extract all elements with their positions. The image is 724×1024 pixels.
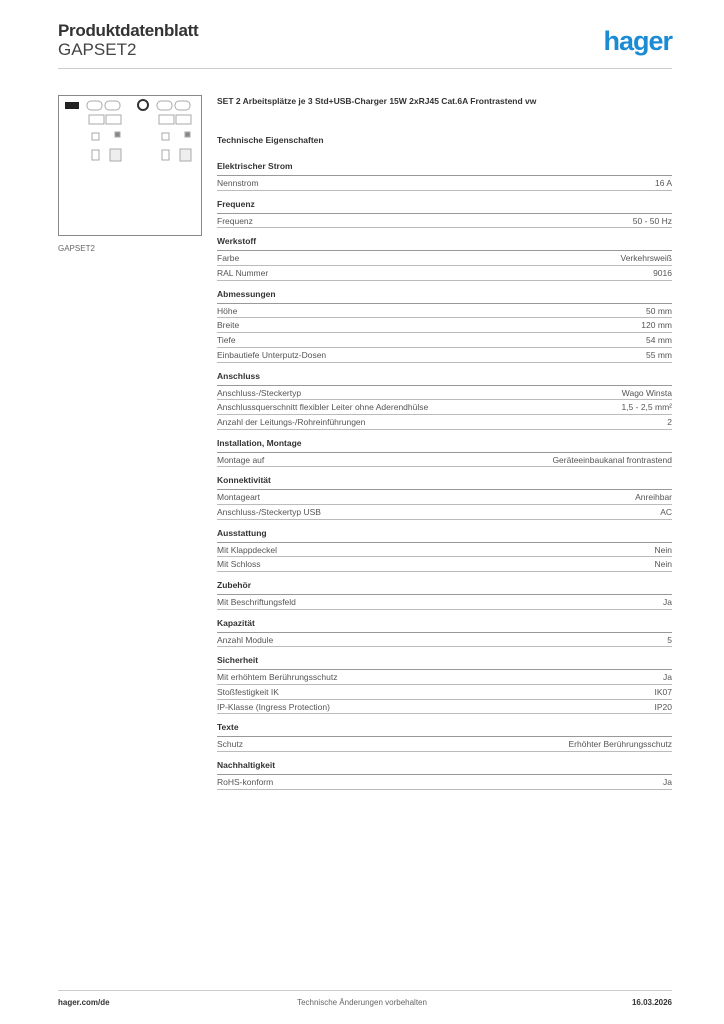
spec-row bbox=[217, 251, 672, 266]
spec-section bbox=[217, 371, 672, 430]
spec-label: Mit erhöhtem Berührungsschutz bbox=[217, 672, 338, 683]
section-heading: Werkstoff bbox=[217, 236, 672, 251]
section-heading: Zubehör bbox=[217, 580, 672, 595]
spec-row bbox=[217, 685, 672, 700]
spec-label: Breite bbox=[217, 320, 240, 331]
spec-row bbox=[217, 543, 672, 558]
spec-value: 5 bbox=[667, 634, 672, 645]
spec-value: 9016 bbox=[653, 268, 672, 279]
spec-label: Nennstrom bbox=[217, 178, 259, 188]
spec-value: 50 mm bbox=[646, 305, 672, 316]
spec-section bbox=[217, 236, 672, 280]
spec-row bbox=[217, 505, 672, 520]
spec-section bbox=[217, 528, 672, 572]
spec-label: Montage auf bbox=[217, 454, 265, 465]
spec-value: IK07 bbox=[654, 687, 672, 698]
spec-value: 1,5 - 2,5 mm² bbox=[621, 402, 672, 413]
footer-divider bbox=[58, 990, 672, 991]
spec-label: Schutz bbox=[217, 739, 243, 750]
spec-section bbox=[217, 475, 672, 519]
spec-value: Nein bbox=[654, 559, 672, 570]
spec-label: Anschlussquerschnitt flexibler Leiter ohne Aderendhülse bbox=[217, 402, 429, 413]
spec-value: Ja bbox=[663, 672, 672, 683]
section-heading: Kapazität bbox=[217, 618, 672, 633]
section-heading: Sicherheit bbox=[217, 655, 672, 670]
footer-note: Technische Änderungen vorbehalten bbox=[297, 998, 427, 1007]
product-code: GAPSET2 bbox=[58, 40, 137, 59]
spec-section bbox=[217, 199, 672, 229]
spec-section bbox=[217, 722, 672, 752]
spec-label: IP-Klasse (Ingress Protection) bbox=[217, 701, 330, 712]
spec-row bbox=[217, 453, 672, 468]
tech-heading: Technische Eigenschaften bbox=[217, 135, 324, 145]
spec-row bbox=[217, 670, 672, 685]
spec-label: Frequenz bbox=[217, 215, 253, 226]
spec-row bbox=[217, 633, 672, 648]
spec-value: Erhöhter Berührungsschutz bbox=[568, 739, 672, 750]
spec-row bbox=[217, 333, 672, 348]
spec-label: Anschluss-/Steckertyp USB bbox=[217, 506, 321, 517]
product-title: SET 2 Arbeitsplätze je 3 Std+USB-Charger 15W 2xRJ45 Cat.6A Frontrastend vw bbox=[217, 96, 537, 106]
spec-value: 54 mm bbox=[646, 335, 672, 346]
spec-value: AC bbox=[660, 506, 672, 517]
spec-value: 55 mm bbox=[646, 349, 672, 360]
spec-value: Ja bbox=[663, 777, 672, 788]
spec-row bbox=[217, 348, 672, 363]
section-heading: Ausstattung bbox=[217, 528, 672, 543]
spec-label: Mit Schloss bbox=[217, 559, 261, 570]
spec-section bbox=[217, 289, 672, 363]
spec-value: 120 mm bbox=[641, 320, 672, 331]
spec-row bbox=[217, 595, 672, 610]
spec-row bbox=[217, 415, 672, 430]
spec-row bbox=[217, 176, 672, 191]
spec-row bbox=[217, 318, 672, 333]
footer-website[interactable]: hager.com/de bbox=[58, 998, 110, 1007]
spec-label: Höhe bbox=[217, 305, 238, 316]
spec-value: IP20 bbox=[654, 701, 672, 712]
spec-section bbox=[217, 760, 672, 790]
spec-label: Farbe bbox=[217, 253, 240, 264]
spec-value: Wago Winsta bbox=[621, 387, 672, 398]
spec-value: 16 A bbox=[654, 178, 672, 188]
spec-section bbox=[217, 580, 672, 610]
spec-row bbox=[217, 775, 672, 790]
header-divider bbox=[58, 68, 672, 69]
section-heading: Abmessungen bbox=[217, 289, 672, 304]
spec-section bbox=[217, 618, 672, 648]
page-title: Produktdatenblatt bbox=[58, 21, 199, 40]
section-heading: Elektrischer Strom bbox=[217, 161, 672, 176]
spec-value: Nein bbox=[654, 544, 672, 555]
spec-row bbox=[217, 557, 672, 572]
spec-label: Anzahl Module bbox=[217, 634, 274, 645]
spec-row bbox=[217, 400, 672, 415]
spec-label: Tiefe bbox=[217, 335, 236, 346]
spec-row bbox=[217, 304, 672, 319]
spec-section bbox=[217, 161, 672, 191]
spec-value: Ja bbox=[663, 597, 672, 607]
spec-value: Geräteeinbaukanal frontrastend bbox=[552, 454, 672, 465]
section-heading: Frequenz bbox=[217, 199, 672, 214]
spec-row bbox=[217, 737, 672, 752]
image-caption: GAPSET2 bbox=[58, 244, 95, 253]
spec-section bbox=[217, 655, 672, 714]
spec-label: Anzahl der Leitungs-/Rohreinführungen bbox=[217, 416, 366, 427]
spec-label: Stoßfestigkeit IK bbox=[217, 687, 279, 698]
spec-label: Mit Beschriftungsfeld bbox=[217, 597, 296, 607]
spec-value: Anreihbar bbox=[635, 492, 672, 503]
spec-row bbox=[217, 700, 672, 715]
spec-value: Verkehrsweiß bbox=[620, 253, 672, 264]
spec-label: RAL Nummer bbox=[217, 268, 269, 279]
spec-value: 50 - 50 Hz bbox=[632, 215, 672, 226]
hager-logo: hager bbox=[603, 26, 672, 56]
section-heading: Nachhaltigkeit bbox=[217, 760, 672, 775]
spec-label: Mit Klappdeckel bbox=[217, 544, 278, 555]
spec-sections bbox=[217, 161, 672, 790]
section-heading: Anschluss bbox=[217, 371, 672, 386]
spec-row bbox=[217, 490, 672, 505]
spec-label: Montageart bbox=[217, 492, 260, 503]
spec-row bbox=[217, 266, 672, 281]
spec-label: Anschluss-/Steckertyp bbox=[217, 387, 302, 398]
footer-date: 16.03.2026 bbox=[631, 998, 672, 1007]
spec-value: 2 bbox=[667, 416, 672, 427]
product-image bbox=[58, 95, 202, 236]
spec-row bbox=[217, 386, 672, 401]
spec-label: RoHS-konform bbox=[217, 777, 274, 788]
section-heading: Installation, Montage bbox=[217, 438, 672, 453]
spec-row bbox=[217, 214, 672, 229]
spec-label: Einbautiefe Unterputz-Dosen bbox=[217, 349, 327, 360]
spec-section bbox=[217, 438, 672, 468]
section-heading: Konnektivität bbox=[217, 475, 672, 490]
section-heading: Texte bbox=[217, 722, 672, 737]
spec-content bbox=[217, 96, 672, 798]
